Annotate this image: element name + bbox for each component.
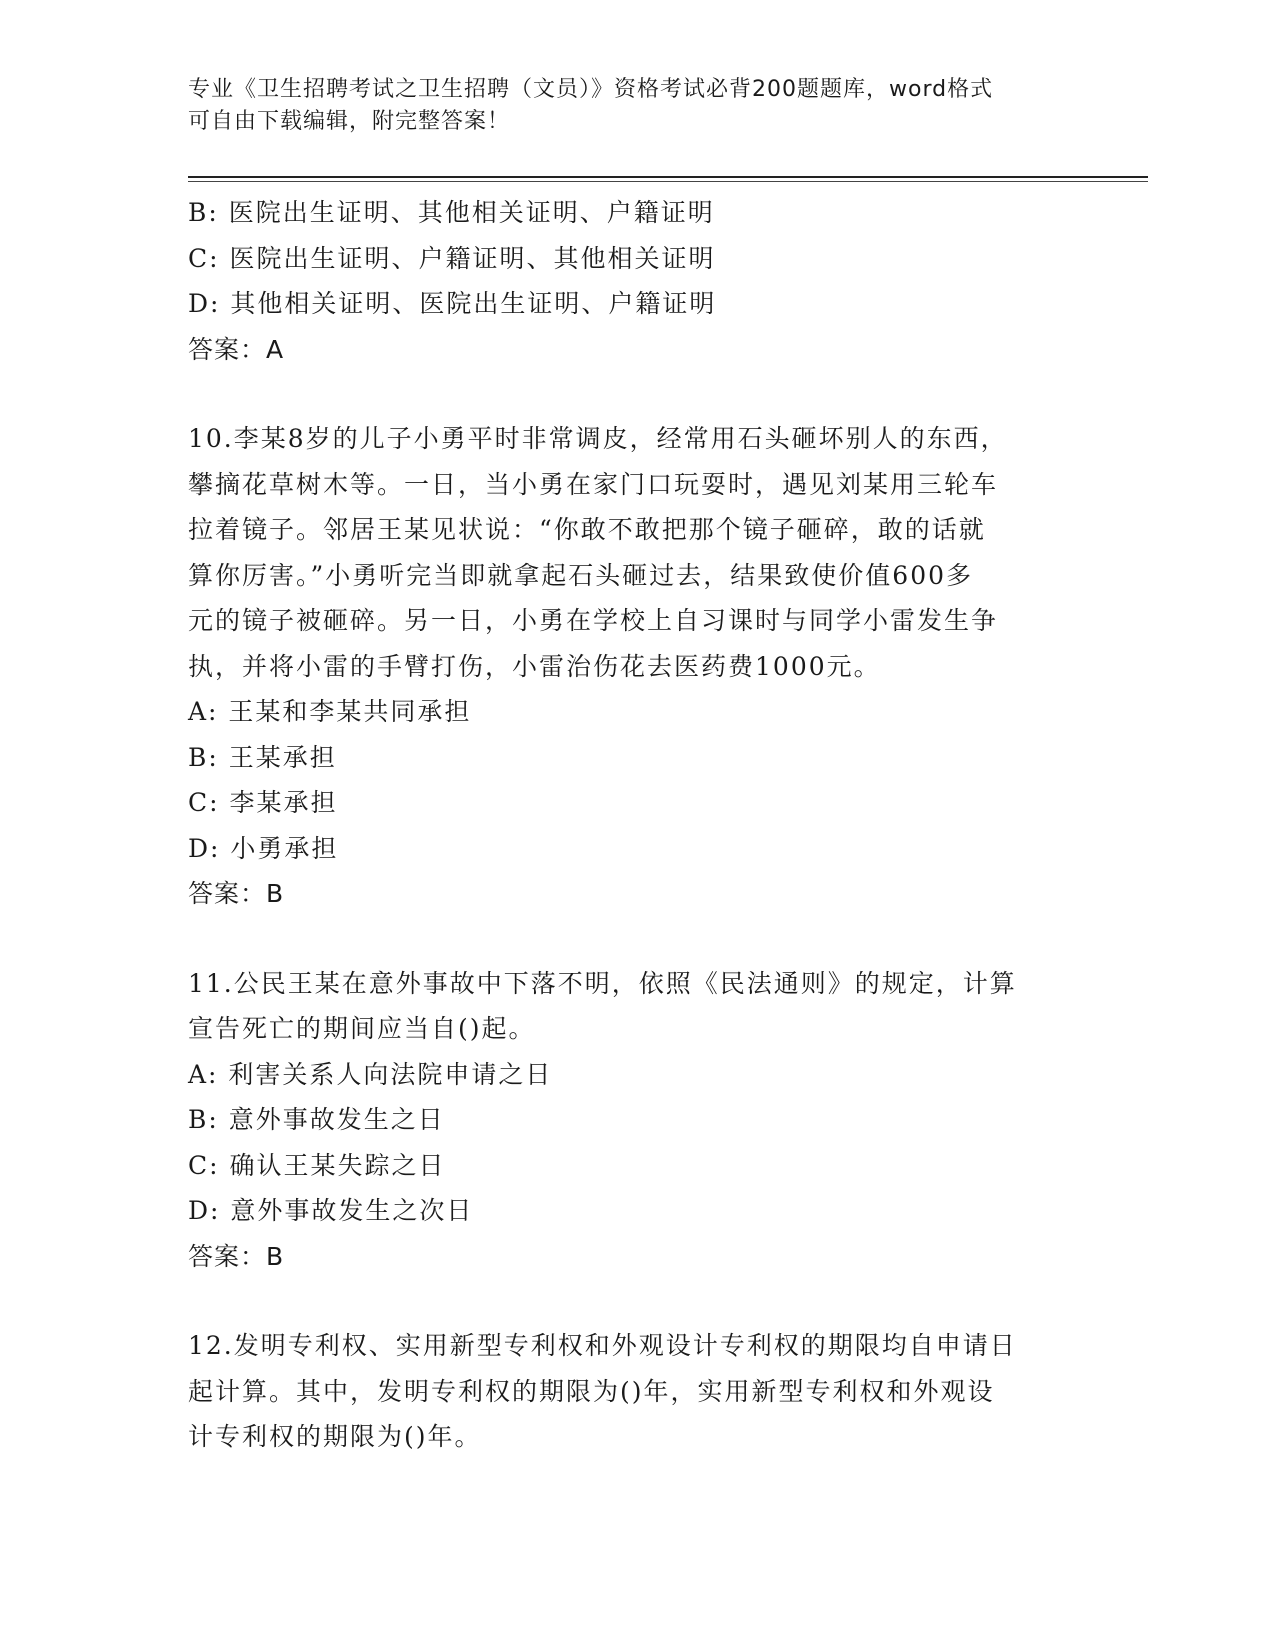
question-text-line: 攀摘花草树木等。一日，当小勇在家门口玩耍时，遇见刘某用三轮车 (188, 469, 999, 499)
option-b: B: 医院出生证明、其他相关证明、户籍证明 (188, 198, 715, 227)
option-d: D: 其他相关证明、医院出生证明、户籍证明 (188, 289, 717, 318)
header-line-1: 专业《卫生招聘考试之卫生招聘（文员）》资格考试必背200题题库，word格式 (188, 77, 994, 102)
question-text-line: 计专利权的期限为()年。 (188, 1422, 482, 1451)
answer-label: 答案：A (188, 334, 285, 364)
option-c: C: 李某承担 (188, 788, 338, 817)
question-text-line: 执，并将小雷的手臂打伤，小雷治伤花去医药费1000元。 (188, 651, 881, 681)
question-text-line: 宣告死亡的期间应当自()起。 (188, 1014, 536, 1043)
document-header (188, 74, 1068, 138)
question-text-line: 起计算。其中，发明专利权的期限为()年，实用新型专利权和外观设 (188, 1376, 995, 1406)
option-c: C: 确认王某失踪之日 (188, 1150, 446, 1180)
question-text-line: 元的镜子被砸碎。另一日，小勇在学校上自习课时与同学小雷发生争 (188, 606, 999, 635)
question-text-line: 12.发明专利权、实用新型专利权和外观设计专利权的期限均自申请日 (188, 1331, 1017, 1360)
question-9 (188, 190, 1068, 372)
option-a: A: 利害关系人向法院申请之日 (188, 1059, 553, 1089)
answer-label: 答案：B (188, 1241, 285, 1271)
question-text-line: 算你厉害。”小勇听完当即就拿起石头砸过去，结果致使价值600多 (188, 560, 974, 590)
question-text-line: 11.公民王某在意外事故中下落不明，依照《民法通则》的规定，计算 (188, 968, 1017, 998)
spacer (188, 372, 1068, 416)
question-text-line: 10.李某8岁的儿子小勇平时非常调皮，经常用石头砸坏别人的东西， (188, 424, 1008, 453)
option-d: D: 小勇承担 (188, 833, 339, 863)
option-a: A: 王某和李某共同承担 (188, 697, 472, 726)
question-10 (188, 416, 1068, 917)
option-b: B: 王某承担 (188, 742, 337, 772)
answer-label: 答案：B (188, 879, 285, 908)
header-divider-thick (188, 176, 1148, 178)
option-b: B: 意外事故发生之日 (188, 1105, 445, 1134)
header-divider-thin (188, 181, 1148, 182)
question-text-line: 拉着镜子。邻居王某见状说：“你敢不敢把那个镜子砸碎，敢的话就 (188, 515, 986, 544)
question-12 (188, 1323, 1068, 1460)
document-body (188, 190, 1068, 1460)
header-line-2: 可自由下载编辑，附完整答案！ (188, 109, 511, 134)
spacer (188, 917, 1068, 961)
option-c: C: 医院出生证明、户籍证明、其他相关证明 (188, 243, 716, 273)
spacer (188, 1279, 1068, 1323)
question-11 (188, 961, 1068, 1280)
option-d: D: 意外事故发生之次日 (188, 1196, 474, 1225)
